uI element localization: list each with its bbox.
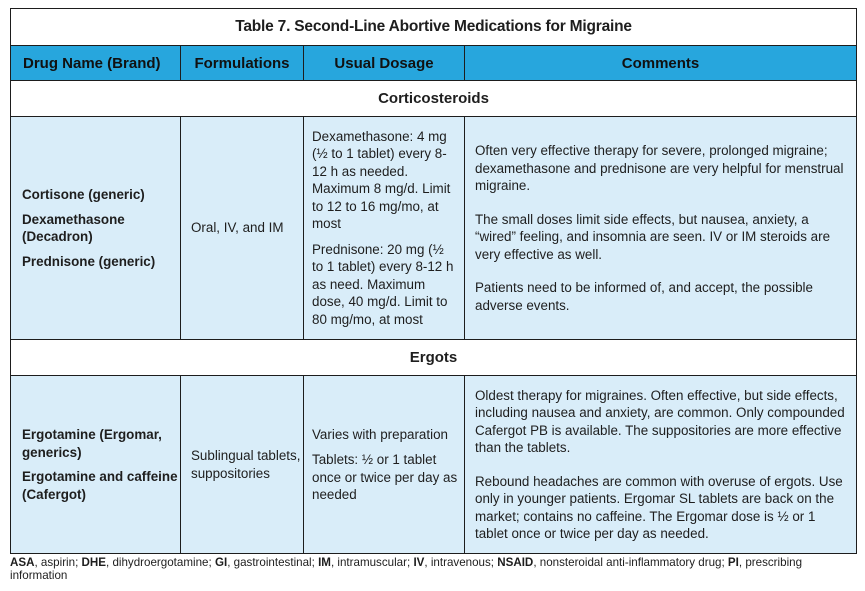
section-title-corticosteroids: Corticosteroids [11,81,857,117]
header-usual-dosage: Usual Dosage [304,46,465,81]
formulations-cell: Sublingual tablets, suppositories [181,376,304,554]
footnote-abbr: IV [413,556,425,569]
drug-name: Cortisone (generic) [22,187,145,202]
drug-name: Prednisone (generic) [22,253,156,269]
medications-table [10,8,857,554]
table-row [11,376,857,554]
drug-name: Ergotamine and caffeine (Cafergot) [22,469,178,502]
header-formulations: Formulations [181,46,304,81]
header-comments: Comments [465,46,857,81]
section-row [11,81,857,117]
formulations-cell: Oral, IV, and IM [181,117,304,340]
dosage-text: Tablets: ½ or 1 tablet once or twice per day as needed [312,452,458,502]
footnote-def: , aspirin; [34,556,82,569]
dosage-text: Varies with preparation [312,426,448,442]
footnote-def: , intravenous; [424,556,498,569]
footnote-abbr: NSAID [497,556,534,569]
header-drug-name: Drug Name (Brand) [11,46,181,81]
comment-text: Often very effective therapy for severe, prolonged migraine; dexamethasone and prednisone are very helpful for menstrual migraine. [475,143,844,193]
dosage-text: Prednisone: 20 mg (½ to 1 tablet) every 8-12 h as need. Maximum dose, 40 mg/d. Limit to 80 mg/mo, at most [312,241,454,327]
drug-name: Dexamethasone (Decadron) [22,211,125,244]
section-row [11,340,857,376]
comment-text: Rebound headaches are common with overuse of ergots. Use only in younger patients. Ergomar SL tablets are back on the market; contains no caffeine. The Ergomar dose is ½ or 1 tablet once or twice per day as needed. [475,473,843,541]
footnote-abbr: GI [214,556,228,569]
header-row [11,46,857,81]
footnote-abbr: PI [727,556,739,569]
footnote-abbr: IM [318,556,331,569]
drug-name-cell [11,376,181,554]
footnote-def: , dihydroergotamine; [106,556,215,569]
dosage-text: Dexamethasone: 4 mg (½ to 1 tablet) every 8-12 h as needed. Maximum 8 mg/d. Limit to 12 to 16 mg/mo, at most [312,128,451,232]
drug-name-cell [11,117,181,340]
abbreviations-footnote [10,557,856,582]
comment-text: The small doses limit side effects, but nausea, anxiety, a “wired” feeling, and insomnia are seen. IV or IM steroids are very effective as well. [475,211,831,262]
dosage-cell [304,376,465,554]
drug-name: Ergotamine (Ergomar, generics) [22,427,162,460]
dosage-cell [304,117,465,340]
footnote-def: , intramuscular; [330,556,414,569]
comment-text: Oldest therapy for migraines. Often effective, but side effects, including nausea and anxiety, are common. Only compounded Cafergot PB is available. The suppositories are more effective than the tablets. [475,387,845,455]
table-row [11,117,857,340]
footnote-abbr: DHE [81,556,107,569]
comment-text: Patients need to be informed of, and accept, the possible adverse events. [475,280,813,313]
footnote-def: , prescribing information [10,556,803,582]
footnote-abbr: ASA [10,556,35,569]
footnote-def: , gastrointestinal; [227,556,319,569]
footnote-def: , nonsteroidal anti-inflammatory drug; [533,556,728,569]
comments-cell [465,117,857,340]
comments-cell [465,376,857,554]
section-title-ergots: Ergots [11,340,857,376]
table-title: Table 7. Second-Line Abortive Medications for Migraine [11,9,857,46]
table-container [10,8,856,582]
